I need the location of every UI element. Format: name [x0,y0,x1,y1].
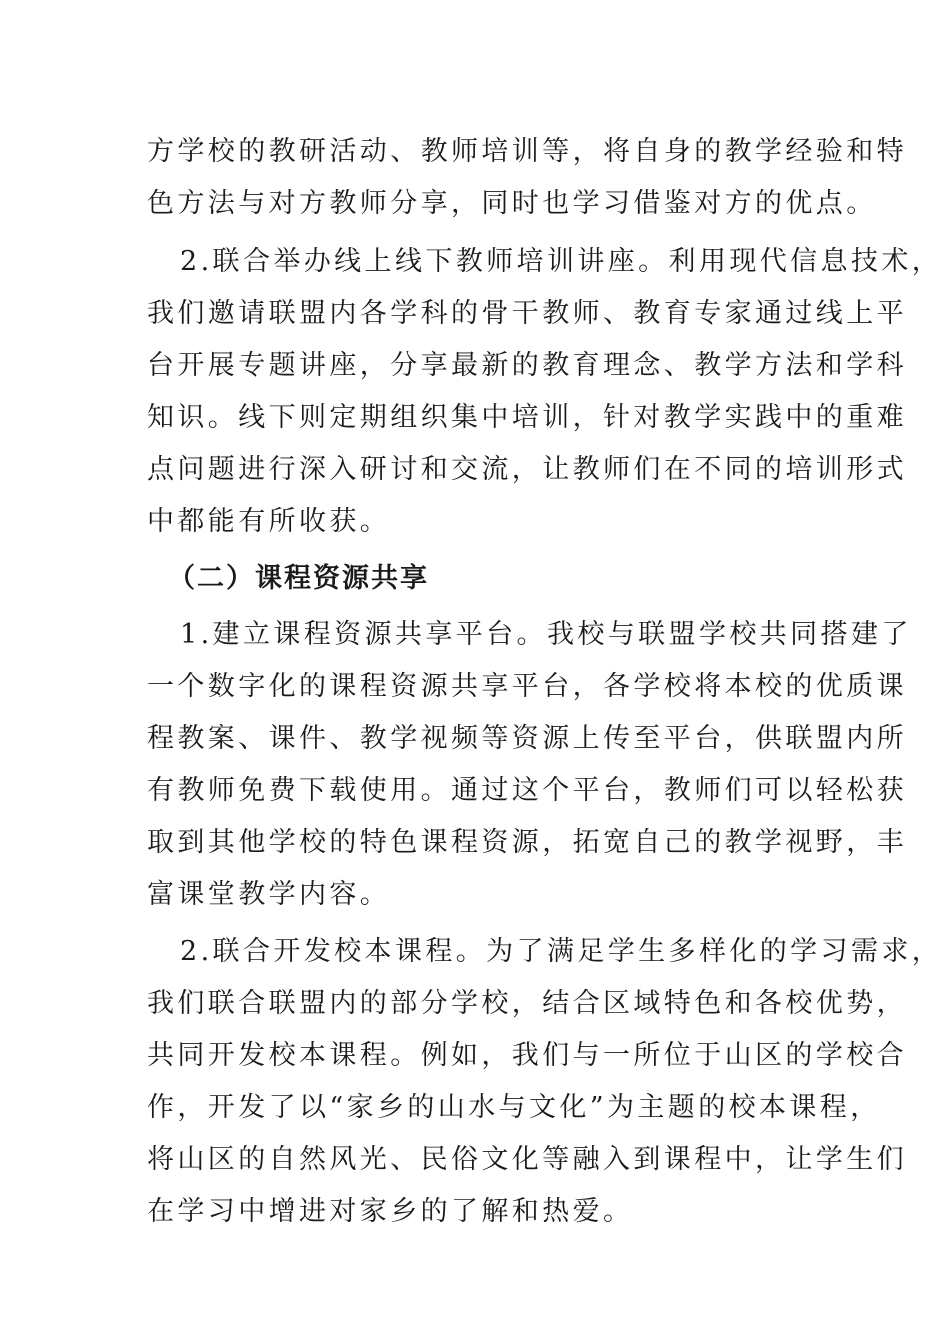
paragraph-4-line-2: 我们联合联盟内的部分学校，结合区域特色和各校优势， [147,988,907,1019]
paragraph-2-line-2: 我们邀请联盟内各学科的骨干教师、教育专家通过线上平 [147,298,907,329]
paragraph-3-line-5: 取到其他学校的特色课程资源，拓宽自己的教学视野，丰 [147,827,907,858]
paragraph-2-line-3: 台开展专题讲座，分享最新的教育理念、教学方法和学科 [147,350,907,381]
paragraph-3-line-3: 程教案、课件、教学视频等资源上传至平台，供联盟内所 [147,723,907,754]
paragraph-2-line-6: 中都能有所收获。 [147,506,391,537]
paragraph-1-line-1: 方学校的教研活动、教师培训等，将自身的教学经验和特 [147,136,907,167]
section-heading: （二）课程资源共享 [168,563,429,594]
paragraph-4-line-3: 共同开发校本课程。例如，我们与一所位于山区的学校合 [147,1040,907,1071]
paragraph-2-line-1: 2.联合举办线上线下教师培训讲座。利用现代信息技术， [180,246,943,277]
paragraph-4-line-4: 作，开发了以“家乡的山水与文化”为主题的校本课程， [147,1092,881,1123]
paragraph-3-line-4: 有教师免费下载使用。通过这个平台，教师们可以轻松获 [147,775,907,806]
paragraph-3-line-6: 富课堂教学内容。 [147,879,391,910]
paragraph-1-line-2: 色方法与对方教师分享，同时也学习借鉴对方的优点。 [147,188,877,219]
paragraph-2-line-4: 知识。线下则定期组织集中培训，针对教学实践中的重难 [147,402,907,433]
paragraph-2-line-5: 点问题进行深入研讨和交流，让教师们在不同的培训形式 [147,454,907,485]
paragraph-4-line-5: 将山区的自然风光、民俗文化等融入到课程中，让学生们 [147,1144,907,1175]
paragraph-3-line-2: 一个数字化的课程资源共享平台，各学校将本校的优质课 [147,671,907,702]
paragraph-4-line-6: 在学习中增进对家乡的了解和热爱。 [147,1196,634,1227]
paragraph-4-line-1: 2.联合开发校本课程。为了满足学生多样化的学习需求， [180,936,943,967]
paragraph-3-line-1: 1.建立课程资源共享平台。我校与联盟学校共同搭建了 [180,619,912,650]
